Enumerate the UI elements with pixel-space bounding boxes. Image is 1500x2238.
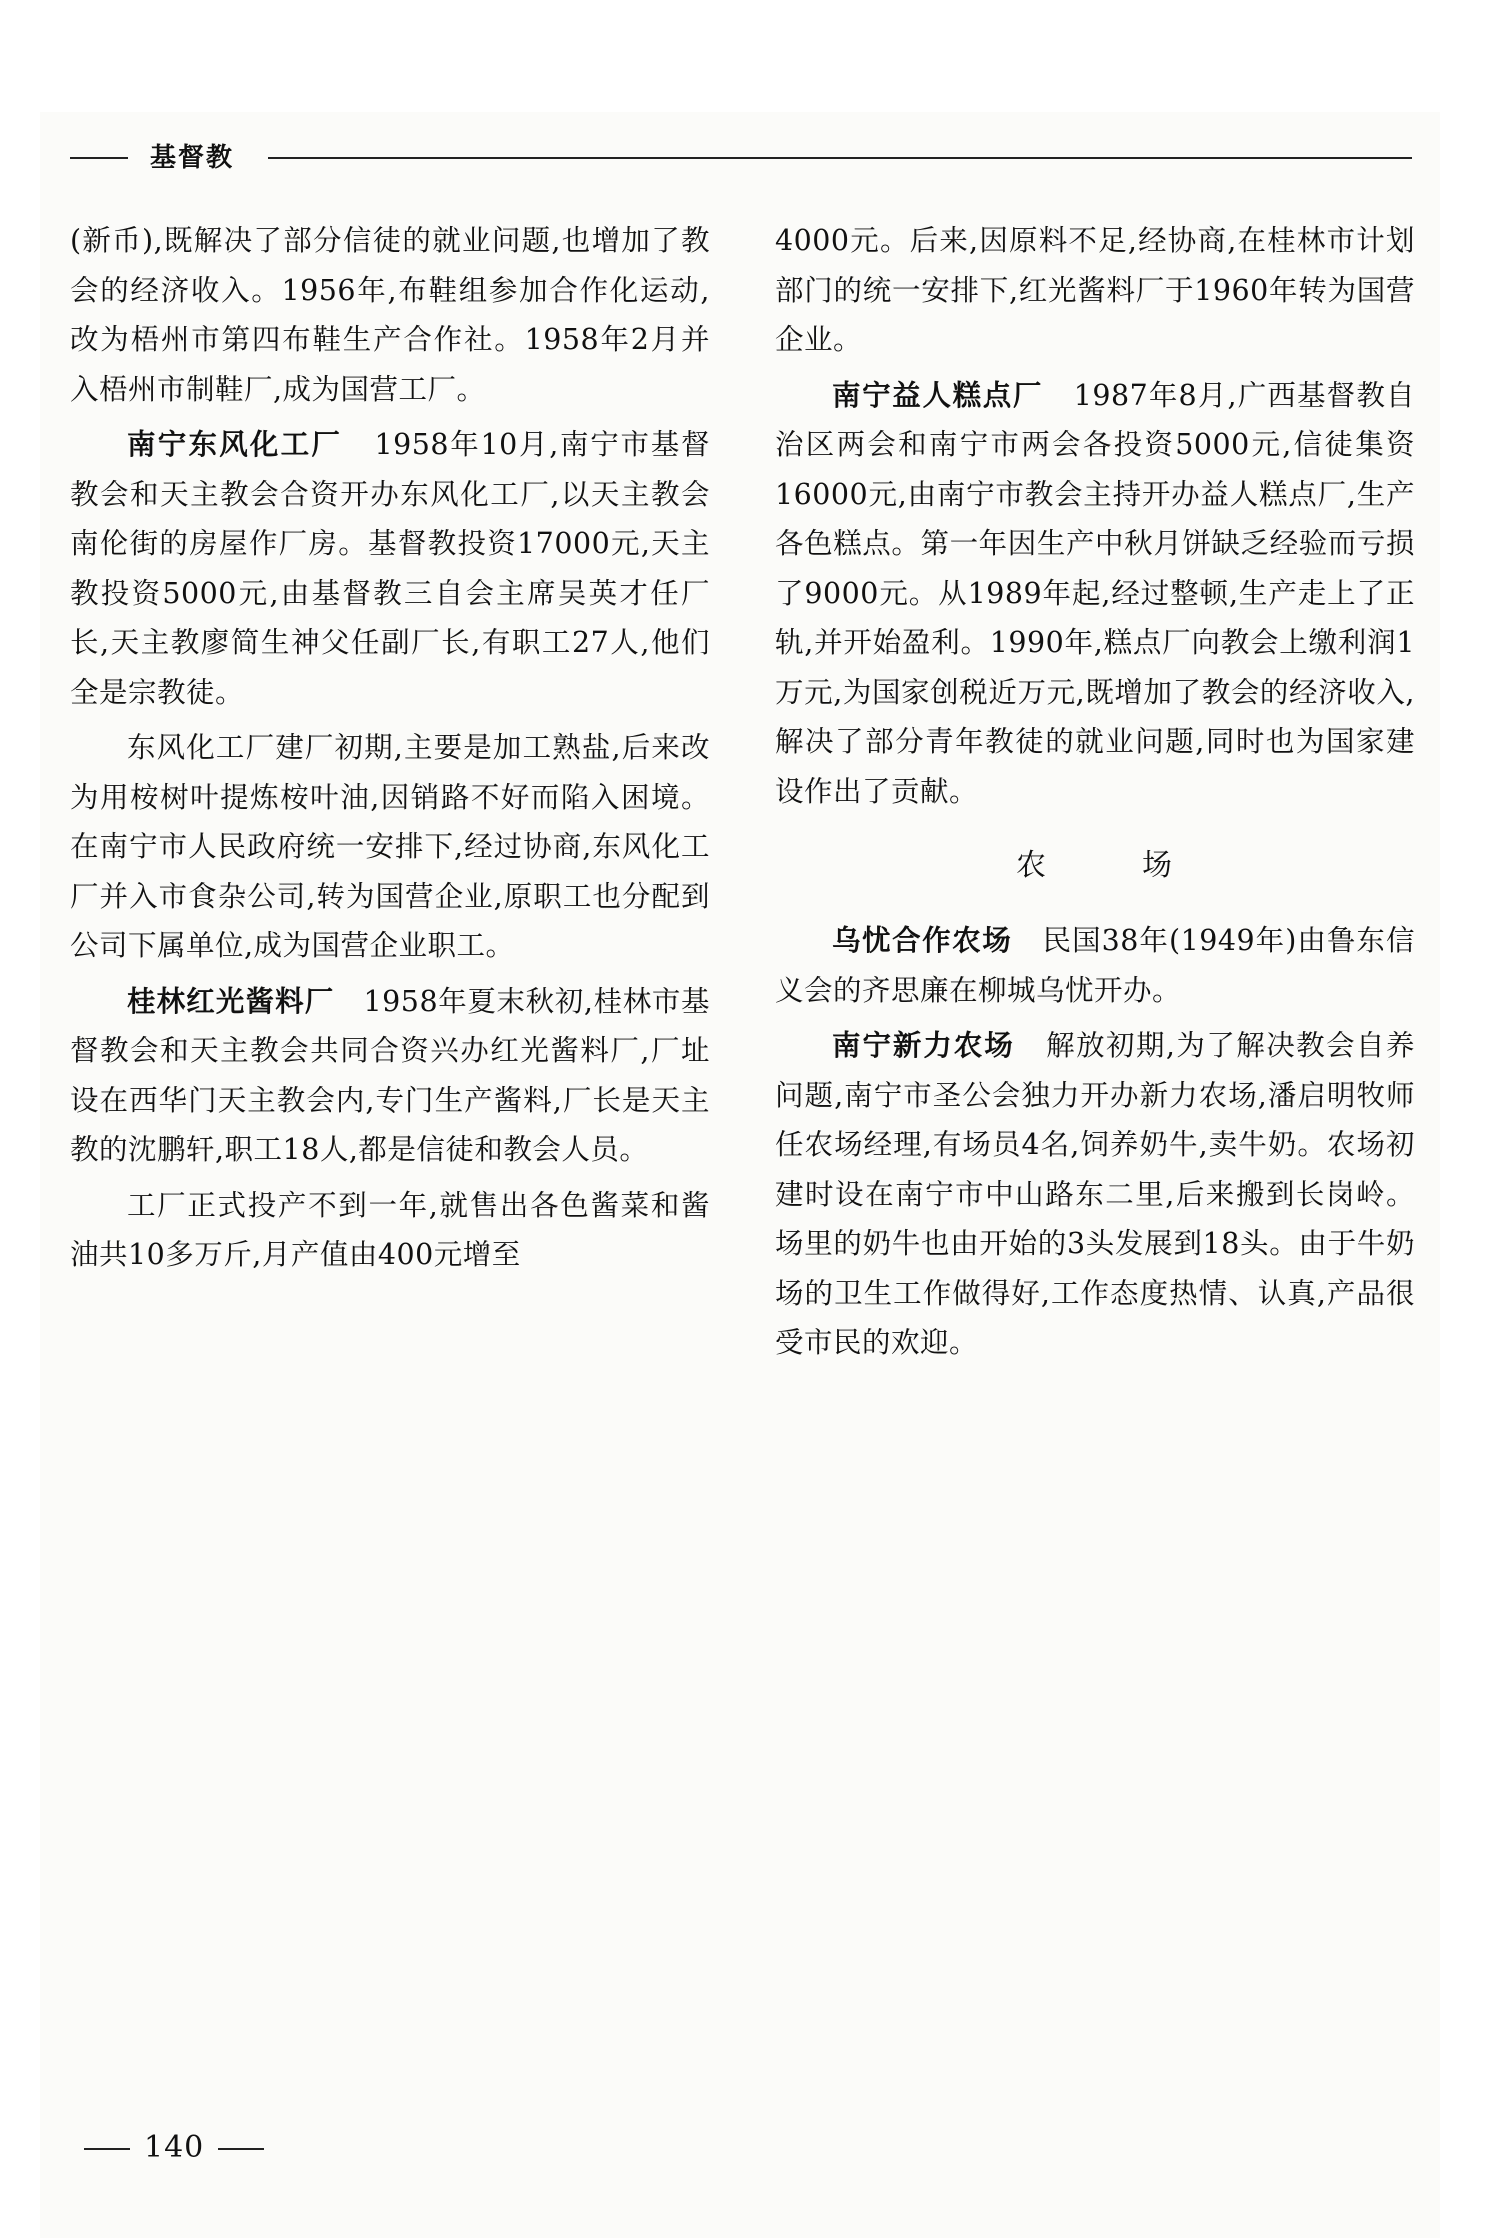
paragraph: 工厂正式投产不到一年,就售出各色酱菜和酱油共10多万斤,月产值由400元增至: [70, 1188, 710, 1271]
section-heading: [775, 836, 1415, 896]
paragraph-wuyou-farm: [775, 916, 1415, 1015]
entry-title: 桂林红光酱料厂: [127, 984, 335, 1018]
page-number: 140: [144, 2130, 205, 2165]
footer-dash: [218, 2148, 264, 2150]
paragraph-nanning-xinli-farm: [775, 1021, 1415, 1368]
paragraph: (新币),既解决了部分信徒的就业问题,也增加了教会的经济收入。1956年,布鞋组参加合作化运动,改为梧州市第四布鞋生产合作社。1958年2月并入梧州市制鞋厂,成为国营工厂。: [70, 224, 710, 406]
paragraph: 东风化工厂建厂初期,主要是加工熟盐,后来改为用桉树叶提炼桉叶油,因销路不好而陷入困境。在南宁市人民政府统一安排下,经过协商,东风化工厂并入市食杂公司,转为国营企业,原职工也分配到公司下属单位,成为国营企业职工。: [70, 731, 710, 962]
entry-text: 解放初期,为了解决教会自养问题,南宁市圣公会独力开办新力农场,潘启明牧师任农场经理,有场员4名,饲养奶牛,卖牛奶。农场初建时设在南宁市中山路东二里,后来搬到长岗岭。场里的奶牛也由开始的3头发展到18头。由于牛奶场的卫生工作做得好,工作态度热情、认真,产品很受市民的欢迎。: [775, 1029, 1415, 1359]
entry-title: 乌忧合作农场: [832, 924, 1013, 957]
page-footer: [70, 2126, 278, 2170]
paragraph-nanning-yiren: [775, 371, 1415, 817]
entry-text: 民国38年(1949年)由鲁东信义会的齐思廉在柳城乌忧开办。: [775, 924, 1415, 1007]
entry-text: 1987年8月,广西基督教自治区两会和南宁市两会各投资5000元,信徒集资16000元,由南宁市教会主持开办益人糕点厂,生产各色糕点。第一年因生产中秋月饼缺乏经验而亏损了9000元。从1989年起,经过整顿,生产走上了正轨,并开始盈利。1990年,糕点厂向教会上缴利润1万元,为国家创税近万元,既增加了教会的经济收入,解决了部分青年教徒的就业问题,同时也为国家建设作出了贡献。: [775, 378, 1415, 808]
section-heading-char: 农: [1016, 848, 1048, 883]
header-title: 基督教: [150, 143, 235, 173]
left-column: [70, 216, 710, 1286]
entry-title: 南宁新力农场: [832, 1029, 1015, 1062]
entry-title: 南宁东风化工厂: [127, 428, 343, 461]
section-heading-char: 场: [1142, 848, 1174, 883]
running-header: [70, 138, 1412, 178]
header-rule-right: [268, 157, 1412, 159]
right-column: [775, 216, 1415, 1374]
paragraph: 4000元。后来,因原料不足,经协商,在桂林市计划部门的统一安排下,红光酱料厂于1960年转为国营企业。: [775, 224, 1415, 356]
footer-dash: [84, 2148, 130, 2150]
entry-title: 南宁益人糕点厂: [832, 378, 1044, 412]
paragraph-guilin-hongguang: [70, 977, 710, 1175]
entry-text: 1958年10月,南宁市基督教会和天主教会合资开办东风化工厂,以天主教会南伦街的房屋作厂房。基督教投资17000元,天主教投资5000元,由基督教三自会主席吴英才任厂长,天主教廖简生神父任副厂长,有职工27人,他们全是宗教徒。: [70, 428, 710, 709]
header-rule-left: [70, 157, 128, 159]
entry-text: 1958年夏末秋初,桂林市基督教会和天主教会共同合资兴办红光酱料厂,厂址设在西华门天主教会内,专门生产酱料,厂长是天主教的沈鹏轩,职工18人,都是信徒和教会人员。: [70, 984, 710, 1166]
paragraph-dongfeng-chemical: [70, 420, 710, 717]
